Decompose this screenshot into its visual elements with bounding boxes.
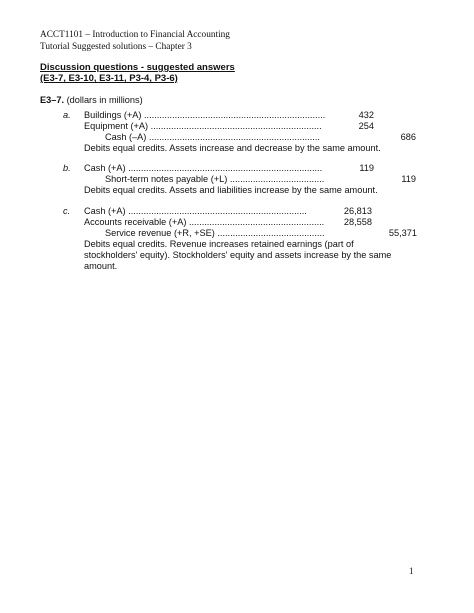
section-subheading: (E3-7, E3-10, E3-11, P3-4, P3-6) [40,73,178,84]
entry-a-debit-equipment: Equipment (+A) ................................................................... [84,121,322,131]
entry-a-credit-cash: Cash (–A) ................................................................... [105,132,320,142]
exercise-units: (dollars in millions) [66,95,143,105]
entry-c-amount-receivable: 28,558 [343,217,372,227]
exercise-label [40,95,143,106]
entry-c-note-line2: stockholders' equity). Stockholders' equity and assets increase by the same [84,250,392,260]
entry-a-debit-buildings: Buildings (+A) ....................................................................... [84,110,326,120]
entry-a-amount-equipment: 254 [358,121,374,131]
entry-c-debit-cash: Cash (+A) ...................................................................... [84,206,307,216]
tutorial-subtitle: Tutorial Suggested solutions – Chapter 3 [40,42,192,52]
entry-a-amount-cash: 686 [400,132,416,142]
entry-b-letter: b. [63,163,71,173]
entry-b-note: Debits equal credits. Assets and liabilities increase by the same amount. [84,185,378,195]
entry-b-amount-notes: 119 [401,174,416,184]
entry-a-letter: a. [63,110,71,120]
page-number: 1 [409,566,414,576]
entry-a-note: Debits equal credits. Assets increase and decrease by the same amount. [84,143,381,153]
entry-c-debit-receivable: Accounts receivable (+A) ..................................................... [84,217,325,227]
section-heading: Discussion questions - suggested answers [40,62,235,73]
entry-c-amount-revenue: 55,371 [388,228,417,238]
entry-b-debit-cash: Cash (+A) ............................................................................ [84,163,323,173]
entry-c-note-line1: Debits equal credits. Revenue increases retained earnings (part of [84,239,354,249]
entry-c-note-line3: amount. [84,261,118,271]
entry-b-credit-notes: Short-term notes payable (+L) ..................................... [105,174,325,184]
entry-b-amount-cash: 119 [359,163,374,173]
entry-a-amount-buildings: 432 [358,110,374,120]
exercise-id: E3–7. [40,95,65,105]
entry-c-credit-revenue: Service revenue (+R, +SE) .......................................... [105,228,325,238]
course-title: ACCT1101 – Introduction to Financial Accounting [40,30,230,40]
entry-c-amount-cash: 26,813 [343,206,372,216]
entry-c-letter: c. [63,206,71,216]
